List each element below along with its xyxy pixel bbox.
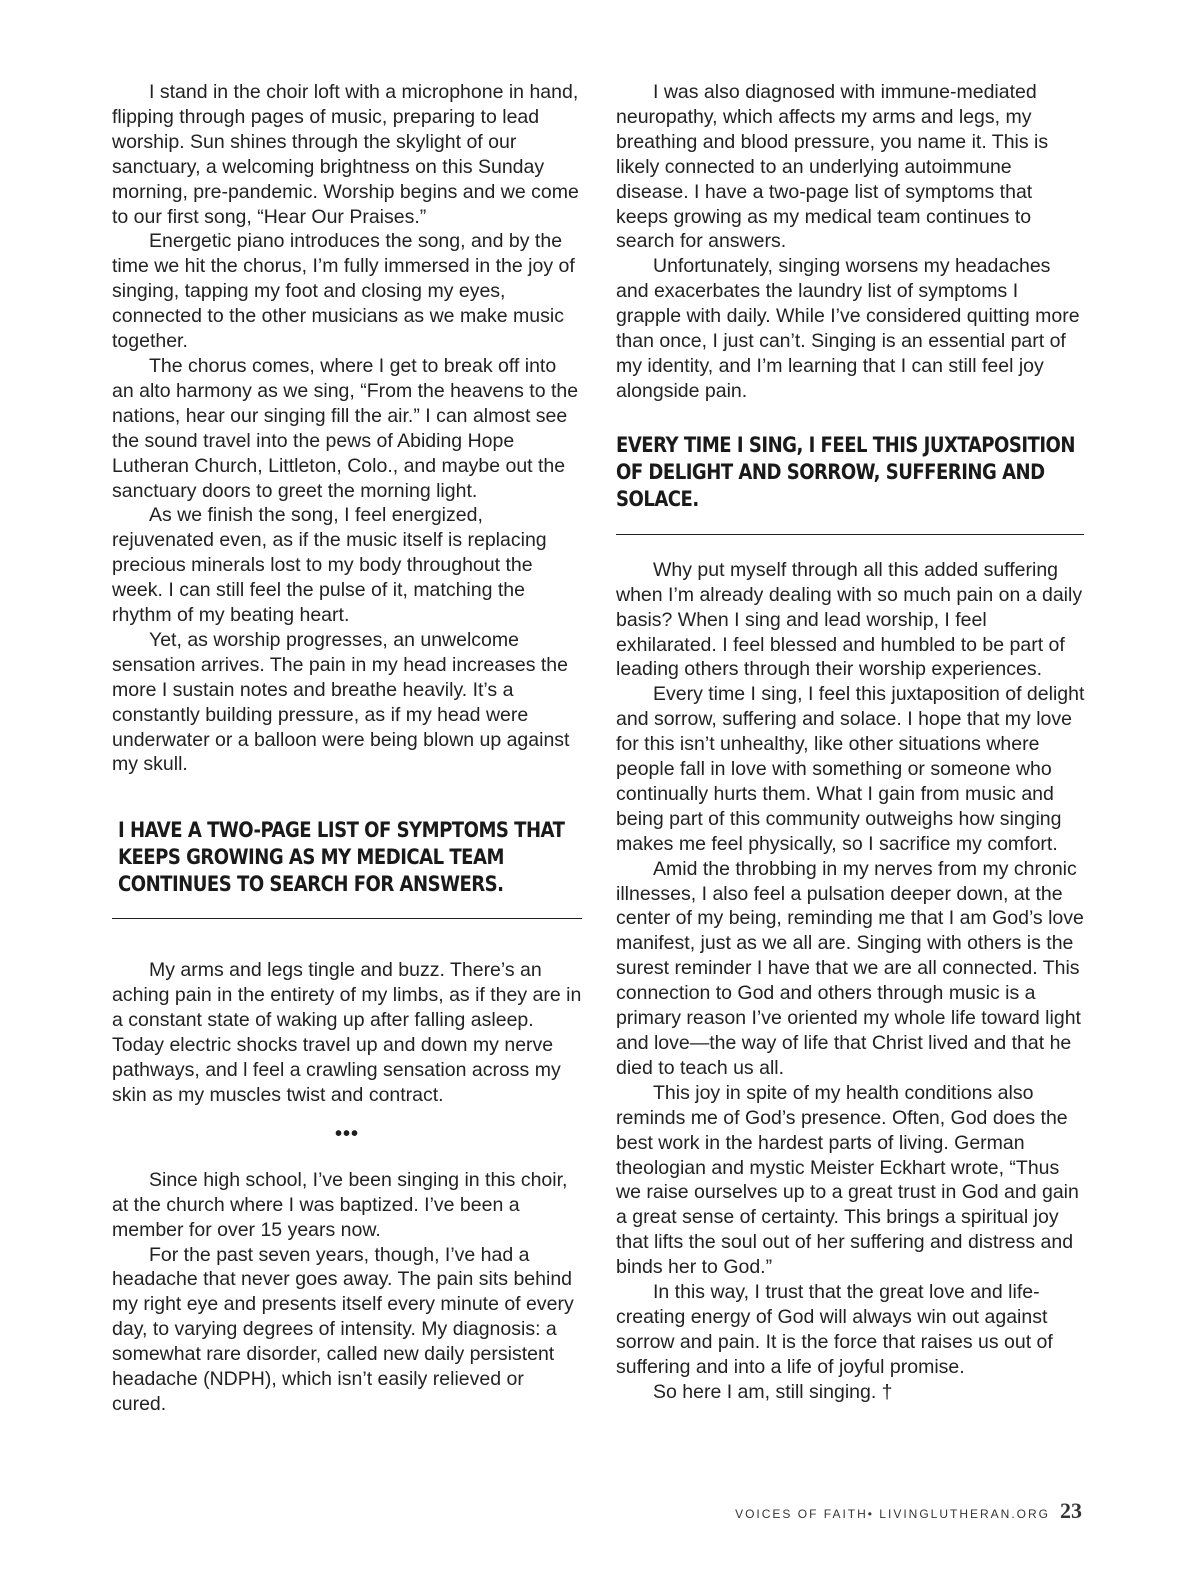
pull-quote: EVERY TIME I SING, I FEEL THIS JUXTAPOSITION OF DELIGHT AND SORROW, SUFFERING AND SOLACE.: [616, 432, 1075, 511]
paragraph: Every time I sing, I feel this juxtaposition of delight and sorrow, suffering and solace. I hope that my love for this isn’t unhealthy, like other situations where people fall in love with something or someone who continually hurts them. What I gain from music and being part of this community outweighs how singing makes me feel physically, so I sacrifice my comfort.: [616, 683, 1085, 855]
paragraph: Unfortunately, singing worsens my headaches and exacerbates the laundry list of symptoms I grapple with daily. While I’ve considered quitting more than once, I just can’t. Singing is an essential part of my identity, and I’m learning that I can still feel joy alongside pain.: [616, 255, 1080, 402]
paragraph: Energetic piano introduces the song, and by the time we hit the chorus, I’m fully immersed in the joy of singing, tapping my foot and closing my eyes, connected to the other musicians as we make music together.: [112, 230, 575, 353]
paragraph: The chorus comes, where I get to break off into an alto harmony as we sing, “From the heavens to the nations, hear our singing fill the air.” I can almost see the sound travel into the pews of Abiding Hope Lutheran Church, Littleton, Colo., and maybe out the sanctuary doors to greet the morning light.: [112, 354, 579, 502]
paragraph: So here I am, still singing. †: [653, 1380, 893, 1403]
left-column: [112, 80, 582, 1417]
paragraph: Since high school, I’ve been singing in this choir, at the church where I was baptized. I’ve been a member for over 15 years now.: [112, 1168, 568, 1241]
pull-quote: I HAVE A TWO-PAGE LIST OF SYMPTOMS THAT KEEPS GROWING AS MY MEDICAL TEAM CONTINUES TO SEARCH FOR ANSWERS.: [118, 818, 565, 897]
paragraph: I stand in the choir loft with a microphone in hand, flipping through pages of music, preparing to lead worship. Sun shines through the skylight of our sanctuary, a welcoming brightness on this Sunday morning, pre-pandemic. Worship begins and we come to our first song, “Hear Our Praises.”: [112, 81, 579, 228]
paragraph: I was also diagnosed with immune-mediated neuropathy, which affects my arms and legs, my breathing and blood pressure, you name it. This is likely connected to an underlying autoimmune disease. I have a two-page list of symptoms that keeps growing as my medical team continues to search for answers.: [616, 81, 1049, 253]
page-footer: [735, 1498, 1082, 1524]
paragraph: My arms and legs tingle and buzz. There’s an aching pain in the entirety of my limbs, as if they are in a constant state of waking up after falling asleep. Today electric shocks travel up and down my nerve pathways, and l feel a crawling sensation across my skin as my muscles twist and contract.: [112, 959, 582, 1106]
paragraph: For the past seven years, though, I’ve had a headache that never goes away. The pain sits behind my right eye and presents itself every minute of every day, to varying degrees of intensity. My diagnosis: a somewhat rare disorder, called new daily persistent headache (NDPH), which isn’t easily relieved or cured.: [112, 1243, 574, 1415]
section-separator: •••: [334, 1122, 359, 1145]
paragraph: As we finish the song, I feel energized, rejuvenated even, as if the music itself is replacing precious minerals lost to my body throughout the week. I can still feel the pulse of it, matching the rhythm of my beating heart.: [112, 504, 547, 627]
page-number: 23: [1060, 1498, 1082, 1523]
paragraph: Yet, as worship progresses, an unwelcome sensation arrives. The pain in my head increases the more I sustain notes and breathe heavily. It’s a constantly building pressure, as if my head were underwater or a balloon were being blown up against my skull.: [112, 628, 570, 776]
paragraph: In this way, I trust that the great love and life-creating energy of God will always win out against sorrow and pain. It is the force that raises us out of suffering and into a life of joyful promise.: [616, 1281, 1053, 1378]
right-column: [616, 80, 1086, 1405]
footer-label: VOICES OF FAITH• LIVINGLUTHERAN.ORG: [735, 1507, 1050, 1521]
paragraph: Amid the throbbing in my nerves from my chronic illnesses, I also feel a pulsation deeper down, at the center of my being, reminding me that I am God’s love manifest, just as we all are. Singing with others is the surest reminder I have that we are all connected. This connection to God and others through music is a primary reason I’ve oriented my whole life toward light and love—the way of life that Christ lived and that he died to teach us all.: [616, 857, 1084, 1079]
paragraph: This joy in spite of my health conditions also reminds me of God’s presence. Often, God does the best work in the hardest parts of living. German theologian and mystic Meister Eckhart wrote, “Thus we raise ourselves up to a great trust in God and gain a great sense of certainty. This brings a spiritual joy that lifts the soul out of her suffering and distress and binds her to God.”: [616, 1081, 1079, 1279]
paragraph: Why put myself through all this added suffering when I’m already dealing with so much pain on a daily basis? When I sing and lead worship, I feel exhilarated. I feel blessed and humbled to be part of leading others through their worship experiences.: [616, 558, 1083, 681]
